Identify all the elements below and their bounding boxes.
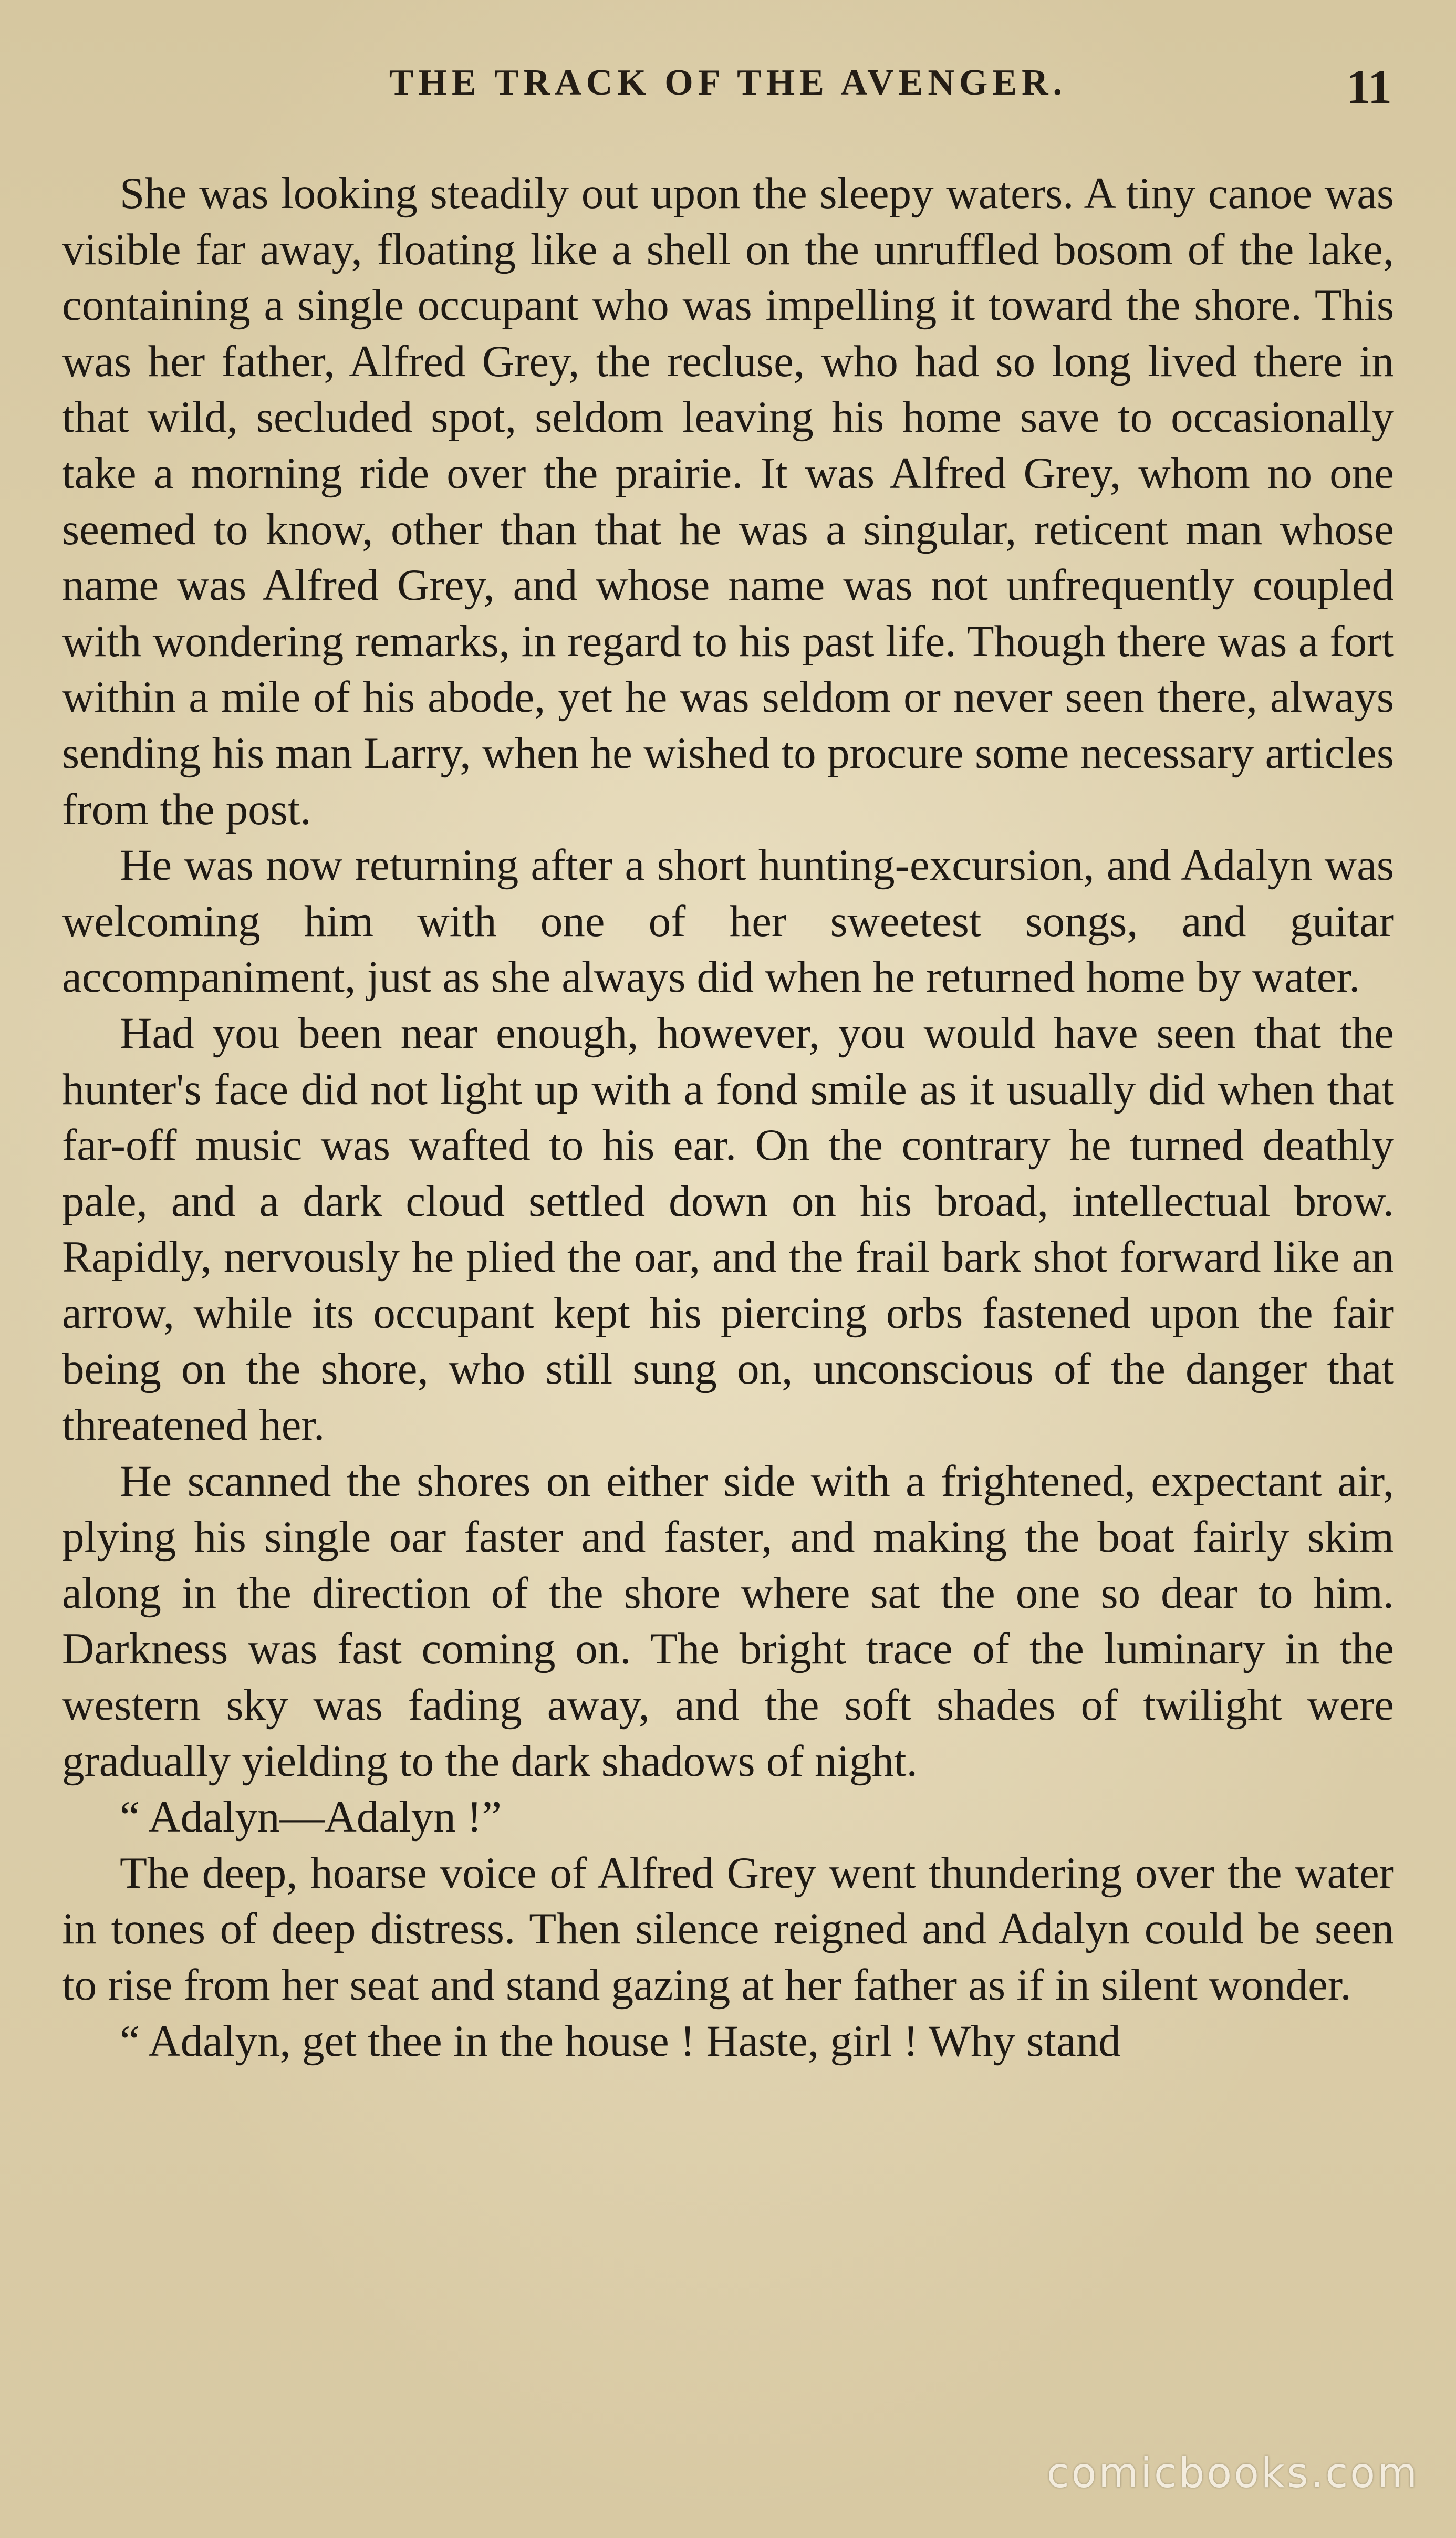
- page-number: 11: [1346, 60, 1392, 113]
- paragraph: He scanned the shores on either side with a frightened, expectant air, plying his single oar faster and faster, and making the boat fairly skim along in the direction of the shore where sat the one so dear to him. Darkness was fast coming on. The bright trace of the luminary in the western sky was fading away, and the soft shades of twilight were gradually yielding to the dark shadows of night.: [62, 1456, 1394, 1786]
- paragraph: Had you been near enough, however, you would have seen that the hunter's face did not light up with a fond smile as it usually did when that far-off music was wafted to his ear. On the contrary he turned deathly pale, and a dark cloud settled down on his broad, intellectual brow. Rapidly, nervously he plied the oar, and the frail bark shot forward like an arrow, while its occupant kept his piercing orbs fastened upon the fair being on the shore, who still sung on, unconscious of the danger that threatened her.: [62, 1008, 1394, 1450]
- watermark: comicbooks.com: [1046, 2450, 1419, 2497]
- running-title: THE TRACK OF THE AVENGER.: [389, 63, 1067, 103]
- body-text: [62, 165, 1394, 2069]
- paragraph: The deep, hoarse voice of Alfred Grey went thundering over the water in tones of deep distress. Then silence reigned and Adalyn could be seen to rise from her seat and stand gazing at her father as if in silent wonder.: [62, 1848, 1394, 2010]
- paragraph: She was looking steadily out upon the sleepy waters. A tiny canoe was visible far away, floating like a shell on the unruffled bosom of the lake, containing a single occupant who was impelling it toward the shore. This was her father, Alfred Grey, the recluse, who had so long lived there in that wild, secluded spot, seldom leaving his home save to occasionally take a morning ride over the prairie. It was Alfred Grey, whom no one seemed to know, other than that he was a singular, reticent man whose name was Alfred Grey, and whose name was not unfrequently coupled with wondering remarks, in regard to his past life. Though there was a fort within a mile of his abode, yet he was seldom or never seen there, always sending his man Larry, when he wished to procure some necessary articles from the post.: [62, 169, 1394, 834]
- dialogue-line: “ Adalyn, get thee in the house ! Haste, girl ! Why stand: [120, 2016, 1121, 2066]
- running-head: [0, 62, 1456, 125]
- paragraph: He was now returning after a short hunting-excursion, and Adalyn was welcoming him with one of her sweetest songs, and guitar accompaniment, just as she always did when he returned home by water.: [62, 840, 1394, 1002]
- dialogue-line: “ Adalyn—Adalyn !”: [120, 1792, 502, 1842]
